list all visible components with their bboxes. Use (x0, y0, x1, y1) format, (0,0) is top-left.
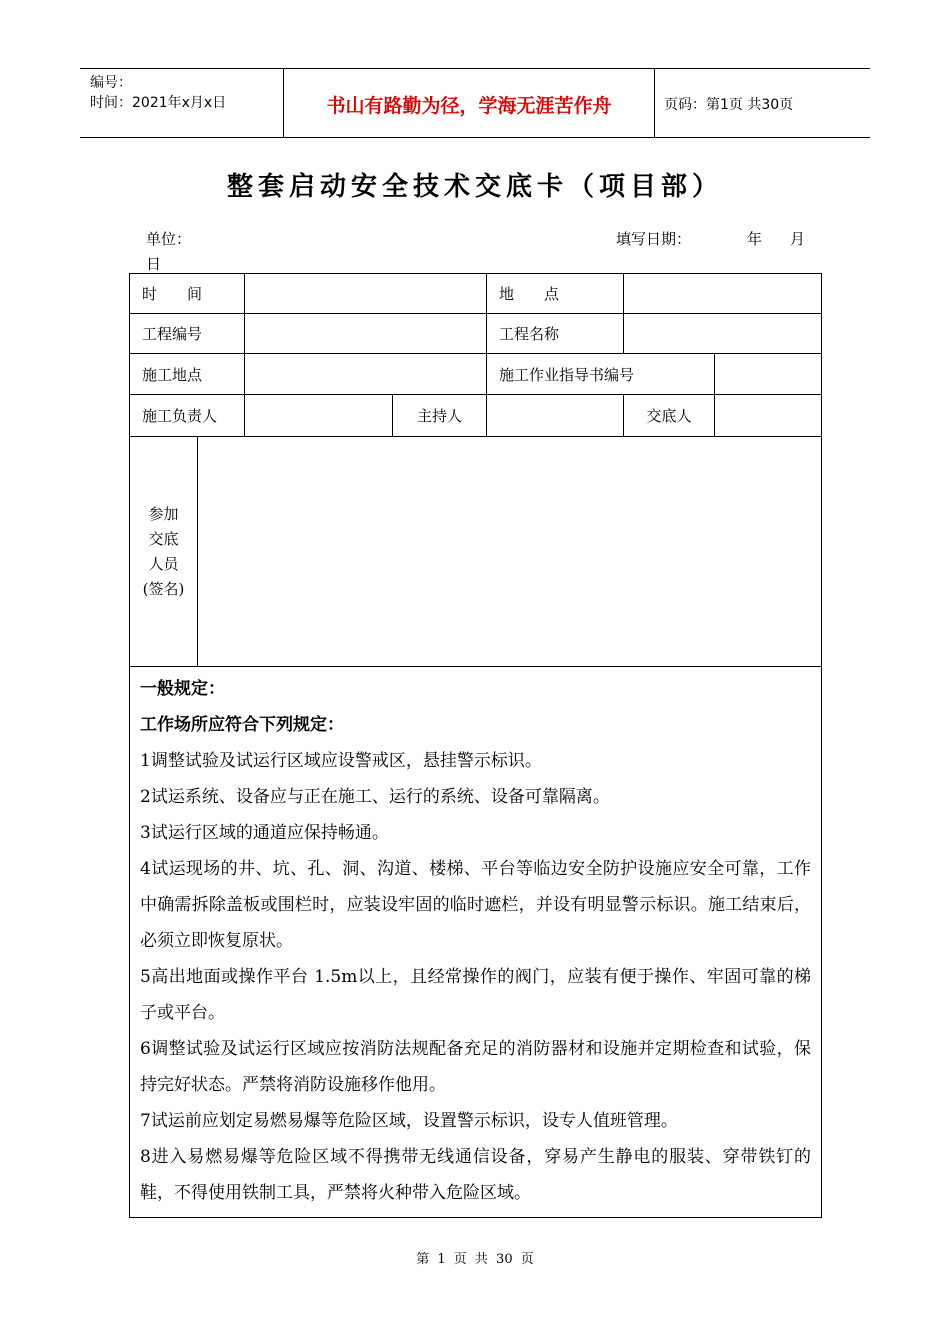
construction-site-label-cell: 施工地点 (130, 354, 245, 395)
header-divider (654, 69, 655, 137)
rules-heading: 一般规定： (140, 679, 225, 699)
page-footer: 第 1 页 共 30 页 (416, 1252, 534, 1267)
construction-site-value-cell[interactable] (245, 354, 487, 395)
form-row (130, 314, 822, 354)
construction-lead-value-cell[interactable] (245, 395, 393, 437)
form-row (130, 437, 822, 667)
participants-line: 人员 (148, 554, 179, 573)
rule-item: 4试运现场的井、坑、孔、洞、沟道、楼梯、平台等临边安全防护设施应安全可靠，工作中确需拆除盖板或围栏时，应装设牢固的临时遮栏，并设有明显警示标识。施工结束后，必须立即恢复原状。 (140, 859, 812, 951)
form-row (130, 354, 822, 395)
rules-subheading: 工作场所应符合下列规定： (140, 715, 344, 735)
project-name-value-cell[interactable] (624, 314, 822, 354)
place-value-cell[interactable] (624, 274, 822, 314)
page-info: 页码：第1页 共30页 (664, 97, 794, 113)
participants-line: 参加 (148, 504, 179, 523)
participants-signature-cell[interactable] (198, 437, 822, 667)
participants-line: 交底 (148, 529, 179, 548)
header-left (90, 73, 226, 113)
form-row (130, 667, 822, 1218)
rule-item: 3试运行区域的通道应保持畅通。 (140, 823, 389, 843)
project-name-label-cell: 工程名称 (487, 314, 624, 354)
participants-label-cell (130, 437, 198, 667)
form-row (130, 274, 822, 314)
time-value-cell[interactable] (245, 274, 487, 314)
number-label: 编号： (90, 75, 132, 91)
unit-label: 单位： (146, 230, 192, 248)
participants-line: (签名) (142, 579, 185, 598)
instruction-no-label-cell: 施工作业指导书编号 (487, 354, 715, 395)
project-no-label-cell: 工程编号 (130, 314, 245, 354)
rule-item: 5高出地面或操作平台 1.5m以上，且经常操作的阀门，应装有便于操作、牢固可靠的梯子或平台。 (140, 967, 812, 1023)
host-value-cell[interactable] (487, 395, 624, 437)
rule-item: 6调整试验及试运行区域应按消防法规配备充足的消防器材和设施并定期检查和试验，保持完好状态。严禁将消防设施移作他用。 (140, 1039, 812, 1095)
month-label: 月 (790, 230, 806, 248)
rules-cell (130, 667, 822, 1218)
page-header (80, 68, 870, 138)
host-label-cell: 主持人 (393, 395, 487, 437)
rule-item: 1调整试验及试运行区域应设警戒区，悬挂警示标识。 (140, 751, 542, 771)
briefing-form (129, 273, 822, 1218)
day-label: 日 (146, 255, 162, 273)
time-label-cell: 时 间 (130, 274, 245, 314)
rule-item: 7试运前应划定易燃易爆等危险区域，设置警示标识，设专人值班管理。 (140, 1111, 678, 1131)
briefer-value-cell[interactable] (715, 395, 822, 437)
briefer-label-cell: 交底人 (624, 395, 715, 437)
motto: 书山有路勤为径，学海无涯苦作舟 (326, 95, 612, 117)
year-label: 年 (747, 230, 763, 248)
instruction-no-value-cell[interactable] (715, 354, 822, 395)
rule-item: 8进入易燃易爆等危险区域不得携带无线通信设备，穿易产生静电的服装、穿带铁钉的鞋，不得使用铁制工具，严禁将火种带入危险区域。 (140, 1147, 812, 1203)
document-title: 整套启动安全技术交底卡（项目部） (226, 172, 723, 202)
place-label-cell: 地 点 (487, 274, 624, 314)
rule-item: 2试运系统、设备应与正在施工、运行的系统、设备可靠隔离。 (140, 787, 610, 807)
construction-lead-label-cell: 施工负责人 (130, 395, 245, 437)
fill-date-label: 填写日期： (616, 230, 692, 248)
project-no-value-cell[interactable] (245, 314, 487, 354)
time-label: 时间：2021年x月x日 (90, 95, 227, 111)
form-row (130, 395, 822, 437)
